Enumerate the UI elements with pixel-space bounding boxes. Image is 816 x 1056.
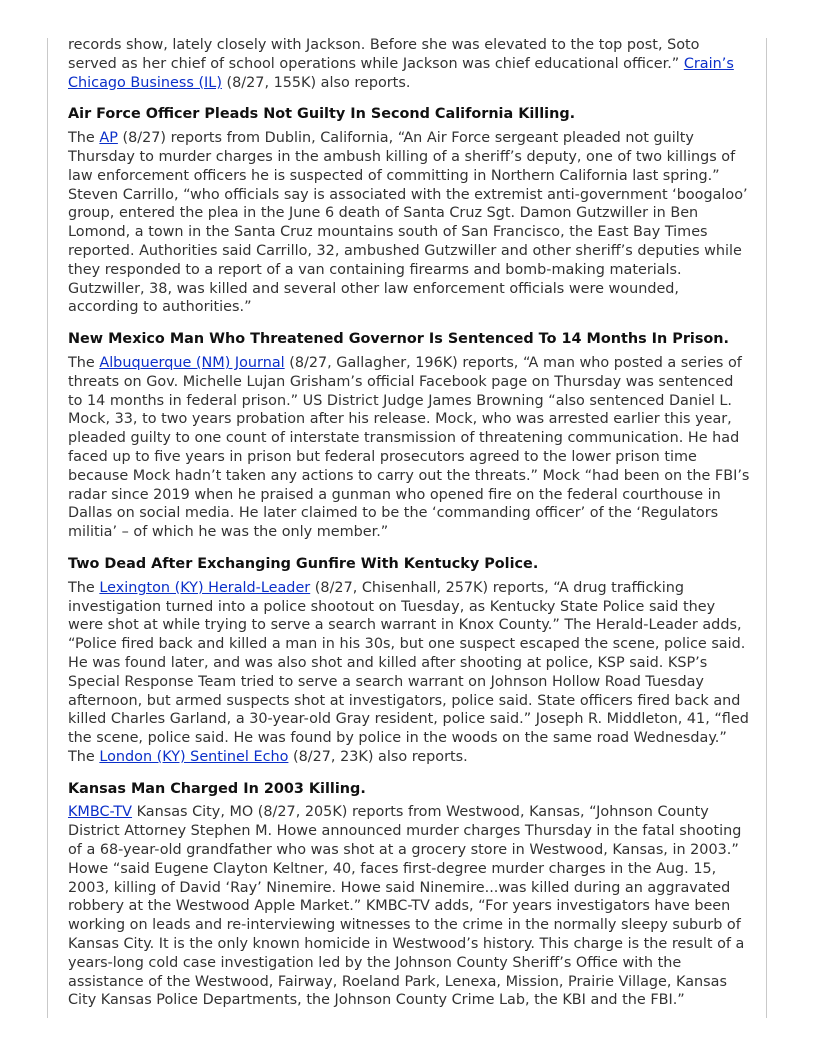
ap-link[interactable]: AP xyxy=(99,130,118,147)
article-headline-kentucky: Two Dead After Exchanging Gunfire With Kentucky Police. xyxy=(68,555,539,572)
intro-text: records show, lately closely with Jackson. Before she was elevated to the top post, Soto served as her chief of school operations while Jackson was chief educational officer.” xyxy=(68,37,700,72)
kmbc-tv-link[interactable]: KMBC-TV xyxy=(68,804,133,821)
article-body-kentucky: The Lexington (KY) Herald-Leader (8/27, Chisenhall, 257K) reports, “A drug trafficking investigation turned into a police shootout on Tuesday, as Kentucky State Police said they were shot at while trying to serve a search warrant in Knox County.” The Herald-Leader adds, “Police fired back and killed a man in his 30s, but one suspect escaped the scene, police said. He was found later, and was also shot and killed after shooting at police, KSP said. KSP’s Special Response Team tried to serve a search warrant on Johnson Hollow Road Tuesday afternoon, but armed suspects shot at investigators, police said. State officers fired back and killed Charles Garland, a 30-year-old Gray resident, police said.” Joseph R. Middleton, 41, “fled the scene, police said. He was found by police in the woods on the same road Wednesday.” The London (KY) Sentinel Echo (8/27, 23K) also reports. xyxy=(68,579,749,765)
intro-tail: (8/27, 155K) also reports. xyxy=(221,74,411,91)
article-headline-air-force: Air Force Officer Pleads Not Guilty In Second California Killing. xyxy=(68,106,576,123)
london-sentinel-echo-link[interactable]: London (KY) Sentinel Echo xyxy=(99,748,289,765)
lexington-herald-leader-link[interactable]: Lexington (KY) Herald-Leader xyxy=(99,579,311,596)
article-body-kansas: KMBC-TV Kansas City, MO (8/27, 205K) reports from Westwood, Kansas, “Johnson County District Attorney Stephen M. Howe announced murder charges Thursday in the fatal shooting of a 68-year-old grandfather who was shot at a grocery store in Westwood, Kansas, in 2003.” Howe “said Eugene Clayton Keltner, 40, faces first-degree murder charges in the Aug. 15, 2003, killing of David ‘Ray’ Ninemire. Howe said Ninemire...was killed during an aggravated robbery at the Westwood Apple Market.” KMBC-TV adds, “For years investigators have been working on leads and re-interviewing witnesses to the crime in the normally sleepy suburb of Kansas City. It is the only known homicide in Westwood’s history. This charge is the result of a years-long cold case investigation led by the Johnson County Sheriff’s Office with the assistance of the Westwood, Fairway, Roeland Park, Lenexa, Mission, Prairie Village, Kansas City Kansas Police Departments, the Johnson County Crime Lab, the KBI and the FBI.” xyxy=(68,804,745,1009)
article-body-new-mexico: The Albuquerque (NM) Journal (8/27, Gallagher, 196K) reports, “A man who posted a series of threats on Gov. Michelle Lujan Grisham’s official Facebook page on Thursday was sentenced to 14 months in federal prison.” US District Judge James Browning “also sentenced Daniel L. Mock, 33, to two years probation after his release. Mock, who was arrested earlier this year, pleaded guilty to one count of interstate transmission of threatening communication. He had faced up to five years in prison but federal prosecutors agreed to the lower prison time because Mock hadn’t taken any actions to carry out the threats.” Mock “had been on the FBI’s radar since 2019 when he praised a gunman who opened fire on the federal courthouse in Dallas on social media. He later claimed to be the ‘commanding officer’ of the ‘Regulators militia’ – of which he was the only member.” xyxy=(68,354,750,541)
news-content xyxy=(68,36,750,1023)
crains-chicago-link[interactable]: Crain’s Chicago Business (IL) xyxy=(68,55,734,91)
intro-paragraph xyxy=(68,36,750,92)
article-headline-new-mexico: New Mexico Man Who Threatened Governor Is Sentenced To 14 Months In Prison. xyxy=(68,331,730,348)
albuquerque-journal-link[interactable]: Albuquerque (NM) Journal xyxy=(99,354,285,371)
article-headline-kansas: Kansas Man Charged In 2003 Killing. xyxy=(68,780,366,797)
article-body-air-force: The AP (8/27) reports from Dublin, California, “An Air Force sergeant pleaded not guilty Thursday to murder charges in the ambush killing of a sheriff’s deputy, one of two killings of law enforcement officers he is suspected of committing in Northern California last spring.” Steven Carrillo, “who officials say is associated with the extremist anti-government ‘boogaloo’ group, entered the plea in the June 6 death of Santa Cruz Sgt. Damon Gutzwiller in Ben Lomond, a town in the Santa Cruz mountains south of San Francisco, the East Bay Times reported. Authorities said Carrillo, 32, ambushed Gutzwiller and other sheriff’s deputies while they responded to a report of a van containing firearms and bomb-making materials. Gutzwiller, 38, was killed and several other law enforcement officials were wounded, according to authorities.” xyxy=(68,130,748,316)
